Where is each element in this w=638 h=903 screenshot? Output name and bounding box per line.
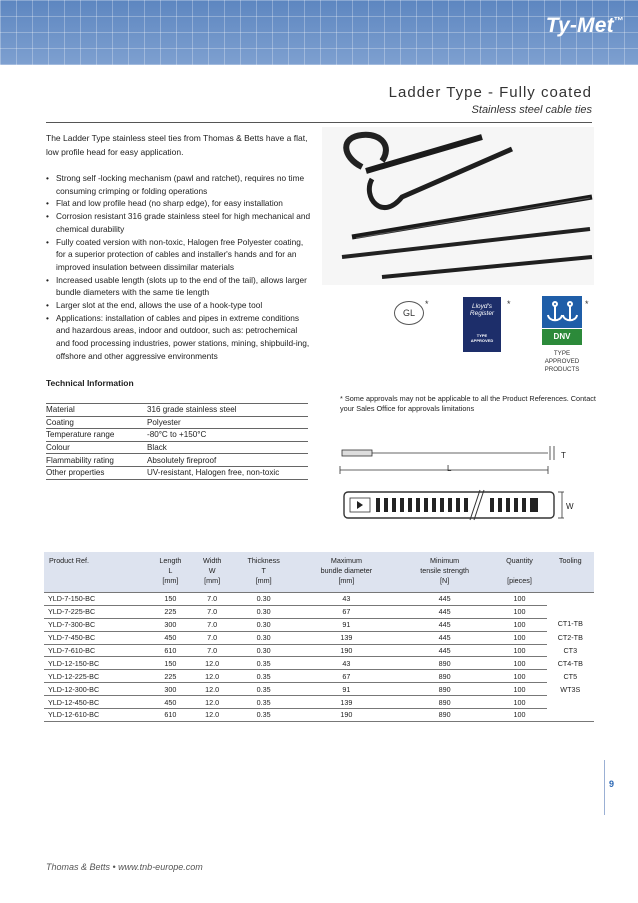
table-cell: 0.35 xyxy=(231,670,296,683)
table-row xyxy=(44,696,594,709)
column-header: Length L [mm] xyxy=(159,556,182,585)
dimension-label-L: L xyxy=(447,464,452,473)
tooling-cell xyxy=(547,593,594,722)
tech-info-row xyxy=(46,466,308,479)
table-cell: 0.35 xyxy=(231,696,296,709)
approval-asterisk: * xyxy=(425,299,429,309)
tooling-item: CT4-TB xyxy=(557,658,583,668)
table-cell: 445 xyxy=(397,644,493,657)
page-subtitle: Stainless steel cable ties xyxy=(471,104,592,116)
tech-info-value: -80°C to +150°C xyxy=(147,429,308,442)
table-cell: 445 xyxy=(397,605,493,618)
table-row xyxy=(44,670,594,683)
tech-info-value: Polyester xyxy=(147,416,308,429)
table-cell: 450 xyxy=(148,631,193,644)
table-cell: 12.0 xyxy=(193,709,231,722)
column-header: Quantity [pieces] xyxy=(506,556,533,585)
table-row xyxy=(44,593,594,606)
table-cell: 890 xyxy=(397,657,493,670)
feature-item: • Fully coated version with non-toxic, Halogen free Polyester coating, for a superior protection of cables and installer's hands and for an improved insulation between dissimilar materials xyxy=(46,236,311,274)
product-photo xyxy=(322,127,594,285)
gl-approval-logo: GL xyxy=(394,301,424,325)
table-cell: 450 xyxy=(148,696,193,709)
feature-item: • Larger slot at the end, allows the use of a hook-type tool xyxy=(46,299,311,312)
intro-paragraph: The Ladder Type stainless steel ties from Thomas & Betts have a flat, low profile head for easy application. xyxy=(46,133,308,157)
table-cell: 190 xyxy=(296,709,397,722)
table-cell: 100 xyxy=(492,670,546,683)
feature-item: • Applications: installation of cables and pipes in extreme conditions and hazardous areas, indoor and outdoor, such as: petrochemical and food processing industries, power stations, mining, shipbuild-ing, offshore and other aggressive environments xyxy=(46,312,311,363)
tech-info-row xyxy=(46,404,308,417)
table-cell: 100 xyxy=(492,605,546,618)
tech-info-key: Material xyxy=(46,404,147,417)
tech-info-table xyxy=(46,403,308,480)
table-cell: 67 xyxy=(296,605,397,618)
table-cell: 0.30 xyxy=(231,593,296,606)
table-cell: 610 xyxy=(148,709,193,722)
footer-text: Thomas & Betts • www.tnb-europe.com xyxy=(46,862,203,872)
table-row xyxy=(44,709,594,722)
feature-item: • Corrosion resistant 316 grade stainless steel for high mechanical and chemical durability xyxy=(46,210,311,235)
table-cell: 190 xyxy=(296,644,397,657)
table-cell: 100 xyxy=(492,696,546,709)
table-cell: 0.30 xyxy=(231,631,296,644)
table-cell: 0.30 xyxy=(231,605,296,618)
tech-info-key: Flammability rating xyxy=(46,454,147,467)
table-cell: 0.35 xyxy=(231,683,296,696)
table-cell: 150 xyxy=(148,593,193,606)
feature-item: • Flat and low profile head (no sharp edge), for easy installation xyxy=(46,197,311,210)
table-cell: 890 xyxy=(397,709,493,722)
tech-info-row xyxy=(46,454,308,467)
tech-info-value: Black xyxy=(147,441,308,454)
tooling-item: CT2-TB xyxy=(557,632,583,642)
approval-asterisk: * xyxy=(507,299,511,309)
page-title: Ladder Type - Fully coated xyxy=(388,84,592,101)
table-row xyxy=(44,618,594,631)
tech-info-row xyxy=(46,416,308,429)
table-cell: YLD-7-300-BC xyxy=(44,618,148,631)
table-cell: 0.35 xyxy=(231,657,296,670)
tech-info-value: Absolutely fireproof xyxy=(147,454,308,467)
table-cell: 91 xyxy=(296,683,397,696)
dnv-anchor-icon xyxy=(542,296,582,328)
table-cell: 100 xyxy=(492,631,546,644)
tooling-item: CT3 xyxy=(563,645,578,655)
type-approved-label: TYPE APPROVED PRODUCTS xyxy=(544,350,580,373)
column-header: Width W [mm] xyxy=(202,556,222,585)
table-cell: 7.0 xyxy=(193,644,231,657)
table-cell: YLD-7-225-BC xyxy=(44,605,148,618)
table-row xyxy=(44,657,594,670)
tech-info-value: UV-resistant, Halogen free, non-toxic xyxy=(147,466,308,479)
table-cell: 43 xyxy=(296,593,397,606)
table-cell: 12.0 xyxy=(193,696,231,709)
table-cell: YLD-7-610-BC xyxy=(44,644,148,657)
brand-logo: Ty-Met™ xyxy=(545,14,624,37)
page-number: 9 xyxy=(609,779,615,789)
table-cell: 445 xyxy=(397,631,493,644)
table-cell: 225 xyxy=(148,605,193,618)
lloyds-register-logo: Lloyd's Register TYPE APPROVED xyxy=(463,297,501,352)
table-cell: 7.0 xyxy=(193,618,231,631)
table-cell: 100 xyxy=(492,593,546,606)
tech-info-heading: Technical Information xyxy=(46,378,134,388)
table-cell: YLD-12-225-BC xyxy=(44,670,148,683)
table-cell: 890 xyxy=(397,696,493,709)
table-row xyxy=(44,631,594,644)
product-table xyxy=(44,552,594,722)
page-number-rule xyxy=(604,760,605,815)
table-cell: 890 xyxy=(397,683,493,696)
table-row xyxy=(44,644,594,657)
table-cell: YLD-12-610-BC xyxy=(44,709,148,722)
column-header: Maximum bundle diameter [mm] xyxy=(320,556,373,585)
table-cell: 139 xyxy=(296,631,397,644)
table-cell: 7.0 xyxy=(193,605,231,618)
tooling-item: CT1-TB xyxy=(557,619,583,629)
tooling-item: WT3S xyxy=(560,685,581,695)
table-cell: 150 xyxy=(148,657,193,670)
feature-list xyxy=(46,172,311,363)
tech-info-row xyxy=(46,429,308,442)
product-table-header xyxy=(44,552,594,593)
table-cell: YLD-12-150-BC xyxy=(44,657,148,670)
table-cell: 0.30 xyxy=(231,644,296,657)
table-cell: 300 xyxy=(148,683,193,696)
table-cell: 12.0 xyxy=(193,670,231,683)
table-cell: YLD-12-450-BC xyxy=(44,696,148,709)
tech-info-value: 316 grade stainless steel xyxy=(147,404,308,417)
table-cell: 43 xyxy=(296,657,397,670)
table-cell: 300 xyxy=(148,618,193,631)
column-header: Thickness T [mm] xyxy=(247,556,280,585)
table-cell: 100 xyxy=(492,709,546,722)
table-cell: 890 xyxy=(397,670,493,683)
table-cell: 139 xyxy=(296,696,397,709)
column-header: Minimum tensile strength [N] xyxy=(420,556,469,585)
approval-note: * Some approvals may not be applicable to all the Product References. Contact your Sales Office for approvals limitations xyxy=(340,394,596,413)
tie-dimension-drawing xyxy=(336,440,596,530)
tech-info-key: Colour xyxy=(46,441,147,454)
title-divider xyxy=(46,122,592,123)
dimension-label-T: T xyxy=(561,451,566,460)
dnv-logo: DNV xyxy=(542,329,582,345)
table-cell: 67 xyxy=(296,670,397,683)
tech-info-key: Temperature range xyxy=(46,429,147,442)
tech-info-key: Coating xyxy=(46,416,147,429)
tech-info-row xyxy=(46,441,308,454)
table-cell: 7.0 xyxy=(193,593,231,606)
column-header: Product Ref. xyxy=(49,556,89,565)
table-cell: 445 xyxy=(397,618,493,631)
table-cell: YLD-7-150-BC xyxy=(44,593,148,606)
header-banner xyxy=(0,0,638,65)
table-cell: 100 xyxy=(492,657,546,670)
table-cell: 100 xyxy=(492,683,546,696)
table-cell: 610 xyxy=(148,644,193,657)
table-cell: 100 xyxy=(492,618,546,631)
tooling-item: CT5 xyxy=(563,672,578,682)
table-cell: YLD-12-300-BC xyxy=(44,683,148,696)
table-cell: 225 xyxy=(148,670,193,683)
table-row xyxy=(44,683,594,696)
approval-asterisk: * xyxy=(585,299,589,309)
table-cell: 12.0 xyxy=(193,657,231,670)
table-cell: 0.30 xyxy=(231,618,296,631)
feature-item: • Strong self -locking mechanism (pawl and ratchet), requires no time consuming crimping or folding operations xyxy=(46,172,311,197)
table-cell: 100 xyxy=(492,644,546,657)
column-header: Tooling xyxy=(558,556,582,565)
table-cell: 12.0 xyxy=(193,683,231,696)
table-cell: 445 xyxy=(397,593,493,606)
dimension-label-W: W xyxy=(566,502,574,511)
table-cell: 0.35 xyxy=(231,709,296,722)
table-cell: 91 xyxy=(296,618,397,631)
table-row xyxy=(44,605,594,618)
feature-item: • Increased usable length (slots up to the end of the tail), allows larger bundle diameters with the same tie length xyxy=(46,274,311,299)
tech-info-key: Other properties xyxy=(46,466,147,479)
table-cell: YLD-7-450-BC xyxy=(44,631,148,644)
table-cell: 7.0 xyxy=(193,631,231,644)
